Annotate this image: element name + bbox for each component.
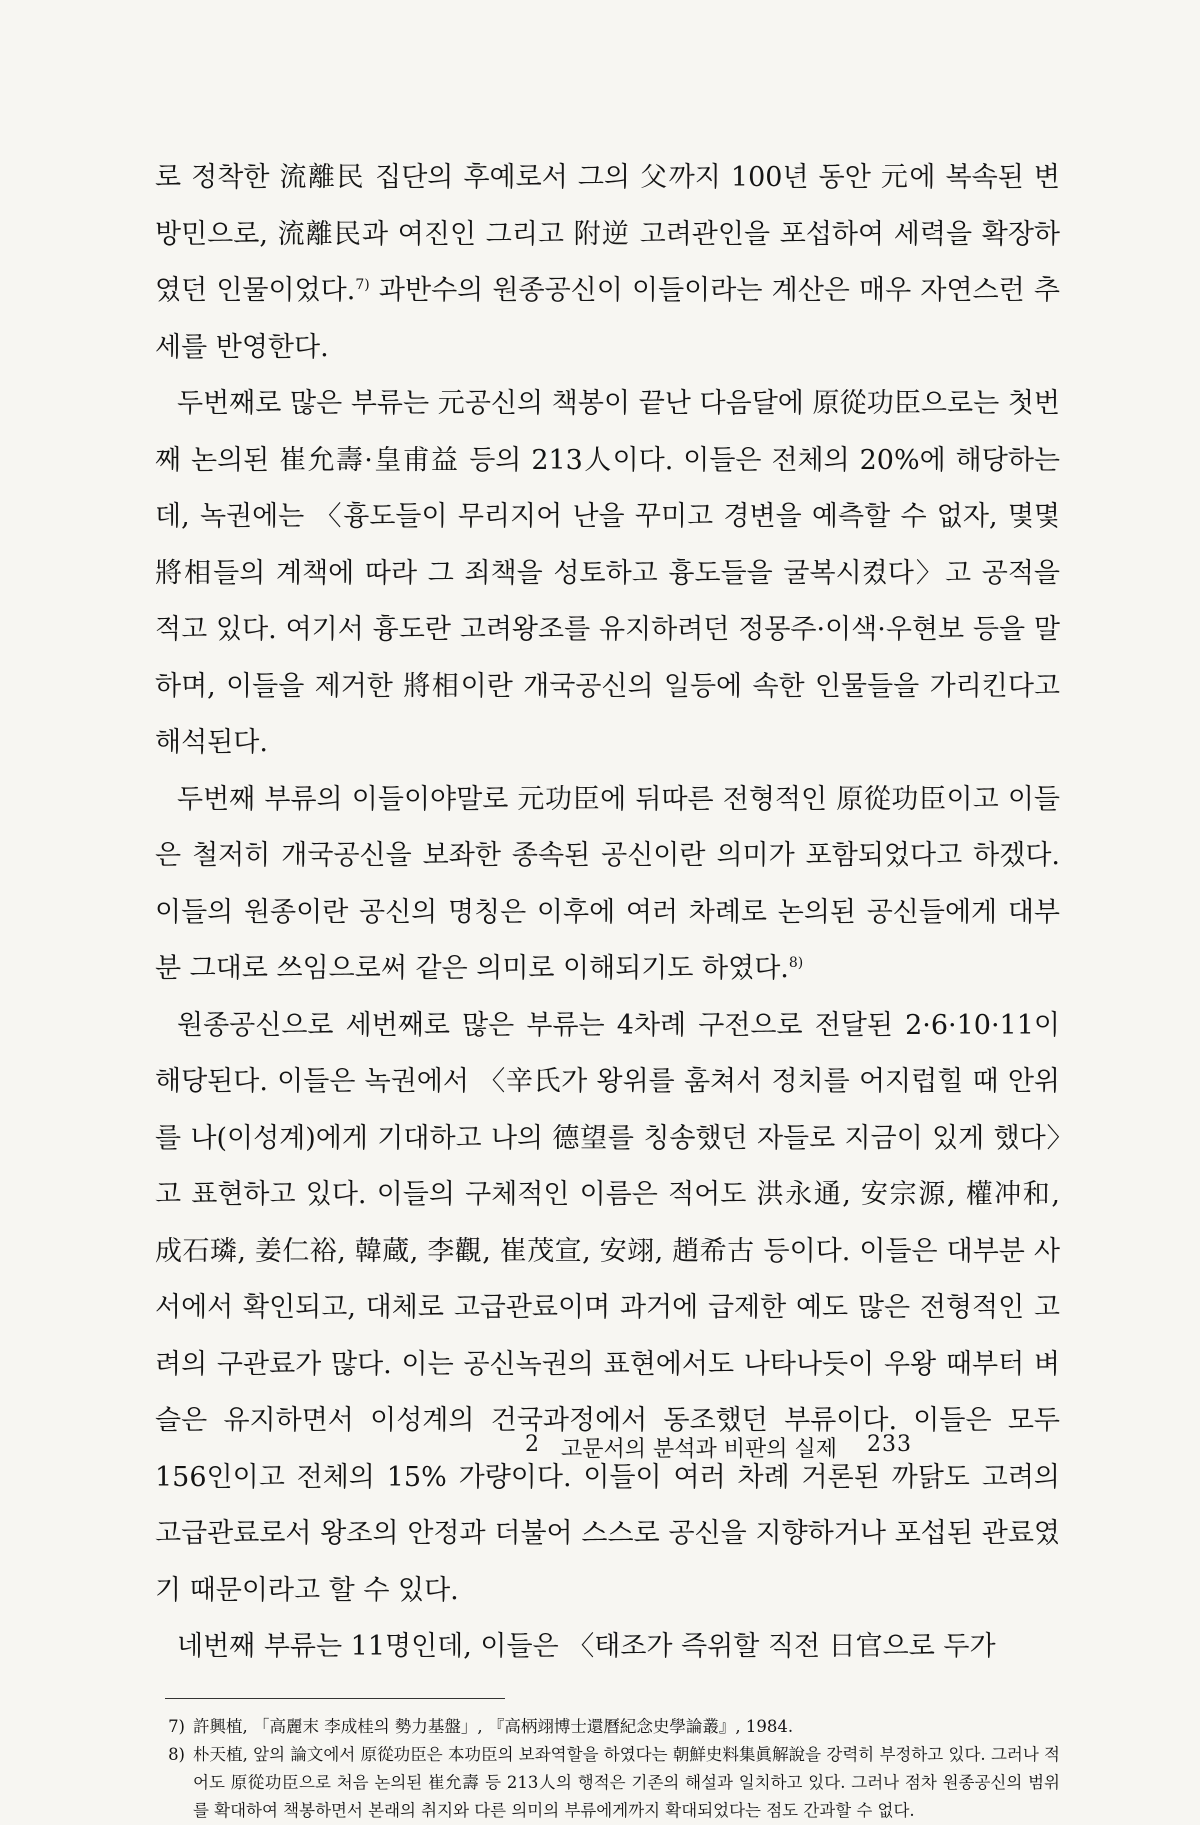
- paragraph-text: 네번째 부류는 11명인데, 이들은 〈태조가 즉위할 직전 日官으로 두가: [177, 1631, 996, 1662]
- paragraph-text: 로 정착한 流離民 집단의 후예로서 그의 父까지 100년 동안 元에 복속된 변방민으로, 流離民과 여진인 그리고 附逆 고려관인을 포섭하여 세력을 확장하였던 인물이었다.: [155, 162, 1060, 306]
- page-number: 233: [867, 1432, 913, 1457]
- chapter-title: 고문서의 분석과 비판의 실제: [561, 1437, 838, 1462]
- paragraph-1: [155, 150, 1060, 376]
- footnote-7: [155, 1713, 1060, 1741]
- footnote-text: 朴天植, 앞의 論文에서 原從功臣은 本功臣의 보좌역할을 하였다는 朝鮮史料集眞解說을 강력히 부정하고 있다. 그러나 적어도 原從功臣으로 처음 논의된 崔允壽 등 213人의 행적은 기존의 해설과 일치하고 있다. 그러나 점차 원종공신의 범위를 확대하여 책봉하면서 본래의 취지와 다른 의미의 부류에게까지 확대되었다는 점도 간과할 수 없다.: [193, 1744, 1060, 1820]
- footnote-number: 7): [168, 1716, 185, 1736]
- paragraph-text: 원종공신으로 세번째로 많은 부류는 4차례 구전으로 전달된 2·6·10·11이 해당된다. 이들은 녹권에서 〈辛氏가 왕위를 훔쳐서 정치를 어지럽힐 때 안위를 나(이성계)에게 기대하고 나의 德望를 칭송했던 자들로 지금이 있게 했다〉고 표현하고 있다. 이들의 구체적인 이름은 적어도 洪永通, 安宗源, 權冲和, 成石璘, 姜仁裕, 韓蔵, 李觀, 崔茂宣, 安翊, 趙希古 등이다. 이들은 대부분 사서에서 확인되고, 대체로 고급관료이며 과거에 급제한 예도 많은 전형적인 고려의 구관료가 많다. 이는 공신녹권의 표현에서도 나타나듯이 우왕 때부터 벼슬은 유지하면서 이성계의 건국과정에서 동조했던 부류이다. 이들은 모두 156인이고 전체의 15% 가량이다. 이들이 여러 차례 거론된 까닭도 고려의 고급관료로서 왕조의 안정과 더불어 스스로 공신을 지향하거나 포섭된 관료였기 때문이라고 할 수 있다.: [155, 1009, 1060, 1606]
- footnote-text: 許興植, 「高麗末 李成桂의 勢力基盤」, 『高柄翊博士還曆紀念史學論叢』, 1984.: [193, 1716, 794, 1736]
- paragraph-text-tail: 과반수의 원종공신이 이들이라는 계산은 매우 자연스런 추세를 반영한다.: [155, 275, 1060, 363]
- paragraph-text: 두번째로 많은 부류는 元공신의 책봉이 끝난 다음달에 原從功臣으로는 첫번째 논의된 崔允壽·皇甫益 등의 213人이다. 이들은 전체의 20%에 해당하는데, 녹권에는 〈흉도들이 무리지어 난을 꾸미고 경변을 예측할 수 없자, 몇몇 將相들의 계책에 따라 그 죄책을 성토하고 흉도들을 굴복시켰다〉고 공적을 적고 있다. 여기서 흉도란 고려왕조를 유지하려던 정몽주·이색·우현보 등을 말하며, 이들을 제거한 將相이란 개국공신의 일등에 속한 인물들을 가리킨다고 해석된다.: [155, 388, 1060, 758]
- paragraph-4: [155, 998, 1060, 1620]
- paragraph-5: [155, 1619, 1060, 1676]
- footnote-8: [155, 1741, 1060, 1825]
- footnote-ref: 8): [788, 955, 804, 971]
- footnote-divider: [165, 1698, 505, 1699]
- paragraph-text: 두번째 부류의 이들이야말로 元功臣에 뒤따른 전형적인 原從功臣이고 이들은 철저히 개국공신을 보좌한 종속된 공신이란 의미가 포함되었다고 하겠다. 이들의 원종이란 공신의 명칭은 이후에 여러 차례로 논의된 공신들에게 대부분 그대로 쓰임으로써 같은 의미로 이해되기도 하였다.: [155, 783, 1060, 984]
- footnote-ref: 7): [355, 277, 370, 293]
- footnotes: [155, 1713, 1060, 1825]
- footnote-number: 8): [168, 1744, 185, 1764]
- running-footer: [525, 1432, 915, 1463]
- paragraph-2: [155, 376, 1060, 772]
- chapter-number: 2: [525, 1432, 539, 1457]
- paragraph-3: [155, 772, 1060, 998]
